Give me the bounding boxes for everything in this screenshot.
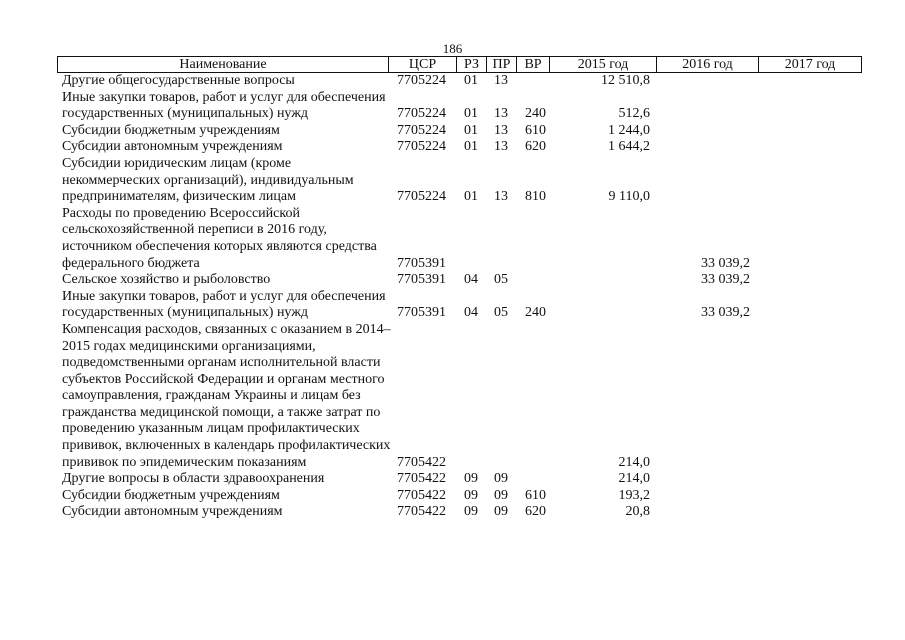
row-vr: 610 bbox=[525, 122, 546, 138]
row-pr: 13 bbox=[494, 106, 508, 122]
row-pr: 13 bbox=[494, 73, 508, 88]
row-csr: 7705422 bbox=[397, 471, 446, 487]
row-rz: 04 bbox=[464, 272, 478, 288]
header-rz: РЗ bbox=[457, 57, 487, 72]
row-vr: 240 bbox=[525, 305, 546, 321]
table-row bbox=[62, 289, 862, 322]
row-2016: 33 039,2 bbox=[701, 272, 750, 288]
row-vr: 610 bbox=[525, 487, 546, 503]
row-rz: 09 bbox=[464, 487, 478, 503]
row-rz: 01 bbox=[464, 122, 478, 138]
row-2015: 512,6 bbox=[618, 106, 650, 122]
row-name: Иные закупки товаров, работ и услуг для обеспечения государственных (муниципальных) нужд bbox=[62, 288, 386, 321]
row-pr: 05 bbox=[494, 305, 508, 321]
row-rz: 01 bbox=[464, 139, 478, 155]
row-vr: 240 bbox=[525, 106, 546, 122]
row-name: Компенсация расходов, связанных с оказанием в 2014–2015 годах медицинскими организациями, подведомственными органам исполнительной власти субъектов Российской Федерации и органам местного самоуправления, гражданам Украины и лицам без гражданства медицинской помощи, а также затрат по проведению указанным лицам профилактических прививок, включенных в календарь профилактических прививок по эпидемическим показаниям bbox=[62, 321, 391, 470]
row-pr: 13 bbox=[494, 189, 508, 205]
header-2016: 2016 год bbox=[657, 57, 759, 72]
table-row bbox=[62, 139, 862, 156]
row-2016: 33 039,2 bbox=[701, 305, 750, 321]
row-2015: 9 110,0 bbox=[608, 189, 650, 205]
header-name: Наименование bbox=[58, 57, 389, 72]
row-2015: 1 244,0 bbox=[608, 122, 650, 138]
row-csr: 7705391 bbox=[397, 255, 446, 271]
row-name: Субсидии автономным учреждениям bbox=[62, 504, 283, 520]
row-csr: 7705422 bbox=[397, 454, 446, 470]
row-rz: 09 bbox=[464, 471, 478, 487]
page-number: 186 bbox=[442, 41, 463, 56]
row-rz: 01 bbox=[464, 73, 478, 88]
row-pr: 13 bbox=[494, 139, 508, 155]
row-name: Субсидии автономным учреждениям bbox=[62, 139, 283, 155]
table-row bbox=[62, 206, 862, 272]
table-row bbox=[62, 471, 862, 488]
row-rz: 01 bbox=[464, 106, 478, 122]
row-2015: 12 510,8 bbox=[601, 73, 650, 88]
table-row bbox=[62, 272, 862, 289]
header-csr: ЦСР bbox=[389, 57, 457, 72]
row-pr: 09 bbox=[494, 504, 508, 520]
row-csr: 7705422 bbox=[397, 487, 446, 503]
row-csr: 7705391 bbox=[397, 305, 446, 321]
table-row bbox=[62, 156, 862, 206]
row-pr: 09 bbox=[494, 471, 508, 487]
row-name: Расходы по проведению Всероссийской сельскохозяйственной переписи в 2016 году, источником обеспечения которых являются средства федерального бюджета bbox=[62, 205, 377, 271]
row-2016: 33 039,2 bbox=[701, 255, 750, 271]
row-rz: 04 bbox=[464, 305, 478, 321]
table-row bbox=[62, 488, 862, 505]
row-2015: 214,0 bbox=[618, 471, 650, 487]
row-name: Другие вопросы в области здравоохранения bbox=[62, 471, 325, 487]
row-2015: 193,2 bbox=[618, 487, 650, 503]
row-name: Другие общегосударственные вопросы bbox=[62, 73, 295, 88]
row-name: Субсидии бюджетным учреждениям bbox=[62, 122, 280, 138]
row-name: Субсидии юридическим лицам (кроме некоммерческих организаций), индивидуальным предпринимателям, физическим лицам bbox=[62, 155, 354, 205]
row-csr: 7705422 bbox=[397, 504, 446, 520]
row-pr: 05 bbox=[494, 272, 508, 288]
row-csr: 7705224 bbox=[397, 189, 446, 205]
header-pr: ПР bbox=[487, 57, 517, 72]
row-vr: 620 bbox=[525, 504, 546, 520]
row-name: Сельское хозяйство и рыболовство bbox=[62, 272, 271, 288]
row-2015: 214,0 bbox=[618, 454, 650, 470]
table-row bbox=[62, 504, 862, 521]
table-header bbox=[57, 56, 862, 73]
row-csr: 7705224 bbox=[397, 73, 446, 88]
row-pr: 09 bbox=[494, 487, 508, 503]
row-rz: 09 bbox=[464, 504, 478, 520]
header-2015: 2015 год bbox=[550, 57, 657, 72]
header-2017: 2017 год bbox=[784, 57, 836, 72]
table-row bbox=[62, 73, 862, 90]
row-vr: 810 bbox=[525, 189, 546, 205]
row-csr: 7705224 bbox=[397, 139, 446, 155]
row-pr: 13 bbox=[494, 122, 508, 138]
header-vr: ВР bbox=[517, 57, 550, 72]
row-csr: 7705224 bbox=[397, 122, 446, 138]
row-csr: 7705224 bbox=[397, 106, 446, 122]
row-2015: 1 644,2 bbox=[608, 139, 650, 155]
row-name: Субсидии бюджетным учреждениям bbox=[62, 487, 280, 503]
table-row bbox=[62, 123, 862, 140]
table-body bbox=[62, 73, 862, 521]
row-csr: 7705391 bbox=[397, 272, 446, 288]
row-2015: 20,8 bbox=[625, 504, 650, 520]
table-row bbox=[62, 322, 862, 471]
row-vr: 620 bbox=[525, 139, 546, 155]
row-name: Иные закупки товаров, работ и услуг для обеспечения государственных (муниципальных) нужд bbox=[62, 89, 386, 122]
row-rz: 01 bbox=[464, 189, 478, 205]
table-row bbox=[62, 90, 862, 123]
